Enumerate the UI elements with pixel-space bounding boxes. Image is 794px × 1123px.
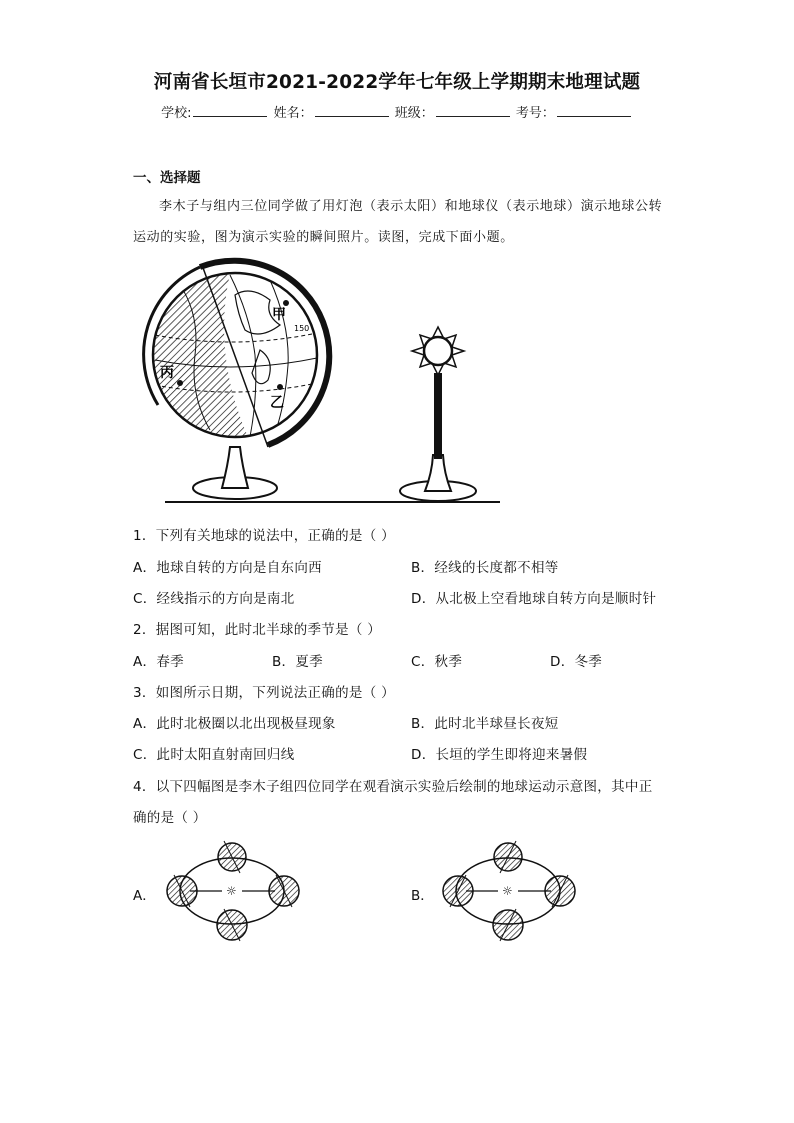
globe-lamp-illustration [140,255,510,510]
student-info-line [0,102,794,121]
question-2-option-b[interactable]: B．夏季 [272,654,323,670]
question-4-option-b[interactable]: B． [411,888,434,904]
question-3-stem: 3．如图所示日期，下列说法正确的是（ ） [133,685,395,701]
section-heading: 一、选择题 [133,170,201,186]
exam-number-label: 考号： [515,106,555,121]
name-blank [315,104,389,117]
question-1-option-a[interactable]: A．地球自转的方向是自东向西 [133,560,322,576]
class-label: 班级： [394,106,434,121]
class-blank [436,104,510,117]
exam-number-blank [557,104,631,117]
orbit-diagram-b [432,835,577,951]
page-title: 河南省长垣市2021-2022学年七年级上学期期末地理试题 [153,72,641,93]
question-2-option-c[interactable]: C．秋季 [411,654,463,670]
label-bing: 丙 [160,365,174,381]
question-1-stem: 1．下列有关地球的说法中，正确的是（ ） [133,528,395,544]
intro-paragraph: 李木子与组内三位同学做了用灯泡（表示太阳）和地球仪（表示地球）演示地球公转运动的实验，图为演示实验的瞬间照片。读图，完成下面小题。 [133,199,663,245]
sun-icon: ☼ [502,884,513,898]
question-4-option-a[interactable]: A． [133,888,156,904]
question-1-option-c[interactable]: C．经线指示的方向是南北 [133,591,295,607]
question-3-option-d[interactable]: D．长垣的学生即将迎来暑假 [411,747,588,763]
school-label: 学校: [161,106,192,121]
globe-lamp-figure [140,255,510,514]
question-4-stem-line2: 确的是（ ） [133,810,207,826]
lamp [400,327,476,501]
label-150: 150 [294,324,310,333]
question-2-option-d[interactable]: D．冬季 [550,654,603,670]
orbit-diagram-a [160,835,305,951]
sun-icon: ☼ [226,884,237,898]
label-jia: 甲 [272,307,286,323]
label-yi: 乙 [270,395,284,411]
question-4-stem-line1: 4．以下四幅图是李木子组四位同学在观看演示实验后绘制的地球运动示意图，其中正 [133,779,653,795]
question-1-option-d[interactable]: D．从北极上空看地球自转方向是顺时针 [411,591,657,607]
name-label: 姓名： [273,106,313,121]
question-3-option-b[interactable]: B．此时北半球昼长夜短 [411,716,559,732]
question-2-stem: 2．据图可知，此时北半球的季节是（ ） [133,622,382,638]
question-3-option-c[interactable]: C．此时太阳直射南回归线 [133,747,295,763]
question-3-option-a[interactable]: A．此时北极圈以北出现极昼现象 [133,716,336,732]
question-1-option-b[interactable]: B．经线的长度都不相等 [411,560,559,576]
school-blank [193,104,267,117]
question-2-option-a[interactable]: A．春季 [133,654,184,670]
